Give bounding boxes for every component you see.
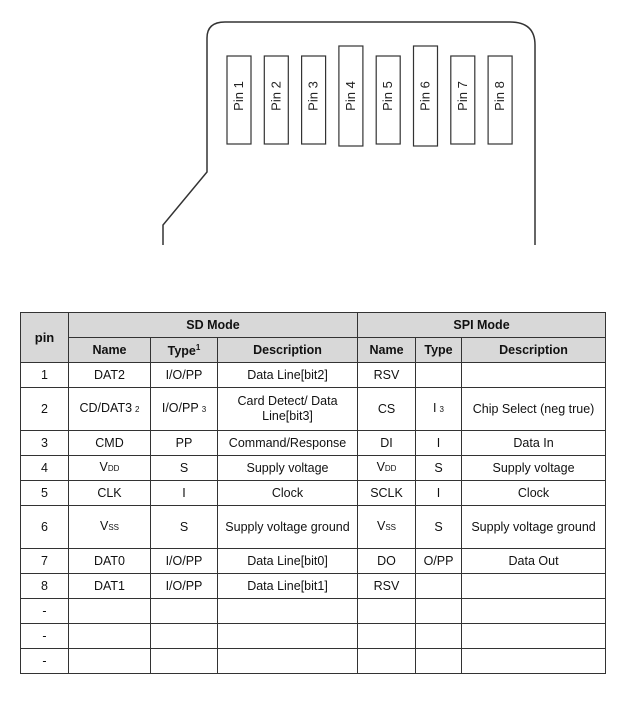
spi-type bbox=[416, 456, 462, 481]
sd-description bbox=[218, 481, 358, 506]
pin-number-text: 1 bbox=[41, 367, 48, 382]
sd-name bbox=[69, 431, 151, 456]
pin-number bbox=[21, 649, 69, 674]
sd-type bbox=[151, 574, 218, 599]
spi-description bbox=[462, 574, 606, 599]
sd-type bbox=[151, 649, 218, 674]
table-row bbox=[21, 456, 606, 481]
spi-type bbox=[416, 431, 462, 456]
sd-description bbox=[218, 431, 358, 456]
sd-name bbox=[69, 506, 151, 549]
spi-description-text: Supply voltage bbox=[492, 460, 575, 475]
spi-description bbox=[462, 649, 606, 674]
sd-description bbox=[218, 649, 358, 674]
pin-number bbox=[21, 549, 69, 574]
spi-name bbox=[358, 481, 416, 506]
spi-name-header: Name bbox=[358, 338, 416, 363]
sd-description bbox=[218, 574, 358, 599]
spi-description bbox=[462, 363, 606, 388]
sd-type-text: I/O/PP bbox=[161, 401, 199, 415]
pin-number bbox=[21, 624, 69, 649]
sd-name-footnote: 2 bbox=[135, 405, 140, 414]
sd-type-footnote: 3 bbox=[201, 405, 207, 414]
sd-description bbox=[218, 599, 358, 624]
spi-type bbox=[416, 624, 462, 649]
spi-description bbox=[462, 481, 606, 506]
pin-label-2: Pin 2 bbox=[268, 81, 284, 111]
pin-number-text: 6 bbox=[41, 519, 48, 534]
table-row bbox=[21, 506, 606, 549]
spi-description-text: Data Out bbox=[508, 553, 559, 568]
sd-description bbox=[218, 456, 358, 481]
sd-type-header bbox=[151, 338, 218, 363]
spi-type bbox=[416, 363, 462, 388]
sd-type-text: I/O/PP bbox=[165, 367, 203, 382]
spi-description bbox=[462, 599, 606, 624]
spi-description bbox=[462, 388, 606, 431]
spi-type-text: I bbox=[436, 485, 441, 500]
table-row bbox=[21, 649, 606, 674]
spi-type bbox=[416, 549, 462, 574]
sd-type bbox=[151, 363, 218, 388]
spi-name-text: V bbox=[376, 460, 385, 474]
spi-name bbox=[358, 363, 416, 388]
spi-name bbox=[358, 456, 416, 481]
sd-name-header: Name bbox=[69, 338, 151, 363]
pin-number-text: - bbox=[42, 603, 47, 618]
spi-name-subscript: SS bbox=[385, 523, 397, 532]
sd-type-text: I/O/PP bbox=[165, 553, 203, 568]
sd-description-text: Clock bbox=[271, 485, 304, 500]
pin-label-8: Pin 8 bbox=[492, 81, 508, 111]
sd-type-header-label: Type bbox=[167, 344, 196, 359]
spi-name-text: CS bbox=[377, 401, 396, 416]
pin-number-text: 5 bbox=[41, 485, 48, 500]
spi-description-text: Clock bbox=[517, 485, 550, 500]
spi-type-text: O/PP bbox=[423, 553, 454, 568]
spi-type-text: S bbox=[434, 460, 443, 475]
sd-name bbox=[69, 649, 151, 674]
sd-type-text: S bbox=[179, 519, 189, 534]
spi-name-text: RSV bbox=[373, 367, 400, 382]
spi-name-subscript: DD bbox=[384, 464, 397, 473]
spi-name bbox=[358, 431, 416, 456]
sd-description-text: Supply voltage bbox=[246, 460, 329, 475]
sd-type-text: S bbox=[179, 460, 189, 475]
spi-description bbox=[462, 431, 606, 456]
spi-type bbox=[416, 649, 462, 674]
pin-label-7: Pin 7 bbox=[454, 81, 470, 111]
spi-type-text: S bbox=[434, 519, 443, 534]
sd-name-subscript: SS bbox=[108, 523, 119, 532]
sd-type-text: I/O/PP bbox=[165, 578, 203, 593]
sd-type bbox=[151, 456, 218, 481]
pin-assignment-table bbox=[20, 312, 606, 674]
pin-number bbox=[21, 481, 69, 506]
sd-type bbox=[151, 481, 218, 506]
pin-label-6: Pin 6 bbox=[417, 81, 433, 111]
sd-type-footnote: 1 bbox=[195, 343, 201, 353]
sd-description-text: Data Line[bit0] bbox=[247, 553, 328, 568]
spi-description-text: Data In bbox=[513, 435, 554, 450]
table-row bbox=[21, 363, 606, 388]
pin-number bbox=[21, 388, 69, 431]
sd-name-text: DAT0 bbox=[93, 553, 126, 568]
spi-description bbox=[462, 506, 606, 549]
pin-number-text: - bbox=[42, 628, 47, 643]
spi-type-text: I bbox=[436, 435, 441, 450]
sd-description bbox=[218, 388, 358, 431]
spi-name bbox=[358, 599, 416, 624]
spi-name bbox=[358, 624, 416, 649]
sd-name bbox=[69, 549, 151, 574]
pin-number bbox=[21, 506, 69, 549]
sd-description bbox=[218, 624, 358, 649]
spi-name-text: DO bbox=[377, 553, 396, 568]
sd-type bbox=[151, 431, 218, 456]
pin-number-text: 3 bbox=[41, 435, 48, 450]
sd-description-text: Command/Response bbox=[228, 435, 347, 450]
spi-name bbox=[358, 388, 416, 431]
pin-label-4: Pin 4 bbox=[342, 81, 358, 111]
pin-label-1: Pin 1 bbox=[231, 81, 246, 111]
sd-description-header: Description bbox=[218, 338, 358, 363]
spi-description bbox=[462, 456, 606, 481]
pin-label-3: Pin 3 bbox=[305, 81, 321, 111]
spi-description-text: Chip Select (neg true) bbox=[472, 401, 595, 416]
spi-name bbox=[358, 649, 416, 674]
spi-type bbox=[416, 574, 462, 599]
spi-type-header: Type bbox=[416, 338, 462, 363]
sd-name bbox=[69, 574, 151, 599]
sd-name bbox=[69, 363, 151, 388]
spi-type bbox=[416, 388, 462, 431]
sd-name bbox=[69, 599, 151, 624]
spi-type-footnote: 3 bbox=[439, 405, 444, 414]
sd-name bbox=[69, 481, 151, 506]
spi-description-text: Supply voltage ground bbox=[471, 519, 596, 534]
sd-type bbox=[151, 388, 218, 431]
sd-description bbox=[218, 549, 358, 574]
spi-type bbox=[416, 506, 462, 549]
pin-number bbox=[21, 363, 69, 388]
spi-description-header: Description bbox=[462, 338, 606, 363]
table-row bbox=[21, 574, 606, 599]
sd-type-text: PP bbox=[175, 435, 193, 450]
spi-name bbox=[358, 549, 416, 574]
sd-name-text: CLK bbox=[97, 485, 122, 500]
sd-name bbox=[69, 456, 151, 481]
pin-number bbox=[21, 599, 69, 624]
pin-number bbox=[21, 431, 69, 456]
pin-number-text: - bbox=[42, 653, 47, 668]
spi-name-text: V bbox=[377, 519, 386, 533]
pin-number-text: 4 bbox=[41, 460, 48, 475]
microsd-card-diagram bbox=[0, 0, 618, 260]
table-row bbox=[21, 549, 606, 574]
sd-description bbox=[218, 363, 358, 388]
sd-name-text: DAT2 bbox=[93, 367, 126, 382]
sd-description-text: Supply voltage ground bbox=[225, 519, 350, 534]
sd-mode-header: SD Mode bbox=[69, 313, 358, 338]
sd-description-text: Data Line[bit1] bbox=[247, 578, 328, 593]
sd-name bbox=[69, 624, 151, 649]
spi-description bbox=[462, 624, 606, 649]
sd-name-text: CD/DAT3 bbox=[79, 401, 133, 415]
sd-name-text: CMD bbox=[95, 435, 124, 450]
spi-type bbox=[416, 481, 462, 506]
table-row bbox=[21, 599, 606, 624]
spi-type-text: I bbox=[433, 401, 437, 415]
sd-type bbox=[151, 549, 218, 574]
pin-number-text: 7 bbox=[41, 553, 48, 568]
sd-name-text: DAT1 bbox=[93, 578, 126, 593]
spi-mode-header: SPI Mode bbox=[358, 313, 606, 338]
sd-name-subscript: DD bbox=[107, 464, 120, 473]
sd-name-text: V bbox=[99, 519, 109, 533]
sd-name-text: V bbox=[99, 460, 108, 474]
table-row bbox=[21, 431, 606, 456]
sd-type bbox=[151, 624, 218, 649]
table-row bbox=[21, 388, 606, 431]
pin-number-text: 2 bbox=[41, 401, 48, 416]
pin-label-5: Pin 5 bbox=[380, 81, 396, 111]
spi-type bbox=[416, 599, 462, 624]
sd-type bbox=[151, 506, 218, 549]
spi-name-text: RSV bbox=[373, 578, 400, 593]
sd-name bbox=[69, 388, 151, 431]
pin-number bbox=[21, 456, 69, 481]
sd-type-text: I bbox=[182, 485, 186, 500]
spi-name bbox=[358, 506, 416, 549]
pin-column-header: pin bbox=[21, 313, 69, 363]
sd-type bbox=[151, 599, 218, 624]
pin-number-text: 8 bbox=[41, 578, 48, 593]
sd-description bbox=[218, 506, 358, 549]
spi-name bbox=[358, 574, 416, 599]
pin-number bbox=[21, 574, 69, 599]
sd-description-text: Data Line[bit2] bbox=[247, 367, 328, 382]
spi-name-text: DI bbox=[380, 435, 393, 450]
sd-description-text: Card Detect/ Data Line[bit3] bbox=[237, 394, 338, 423]
table-row bbox=[21, 481, 606, 506]
spi-description bbox=[462, 549, 606, 574]
table-row bbox=[21, 624, 606, 649]
spi-name-text: SCLK bbox=[370, 485, 403, 500]
